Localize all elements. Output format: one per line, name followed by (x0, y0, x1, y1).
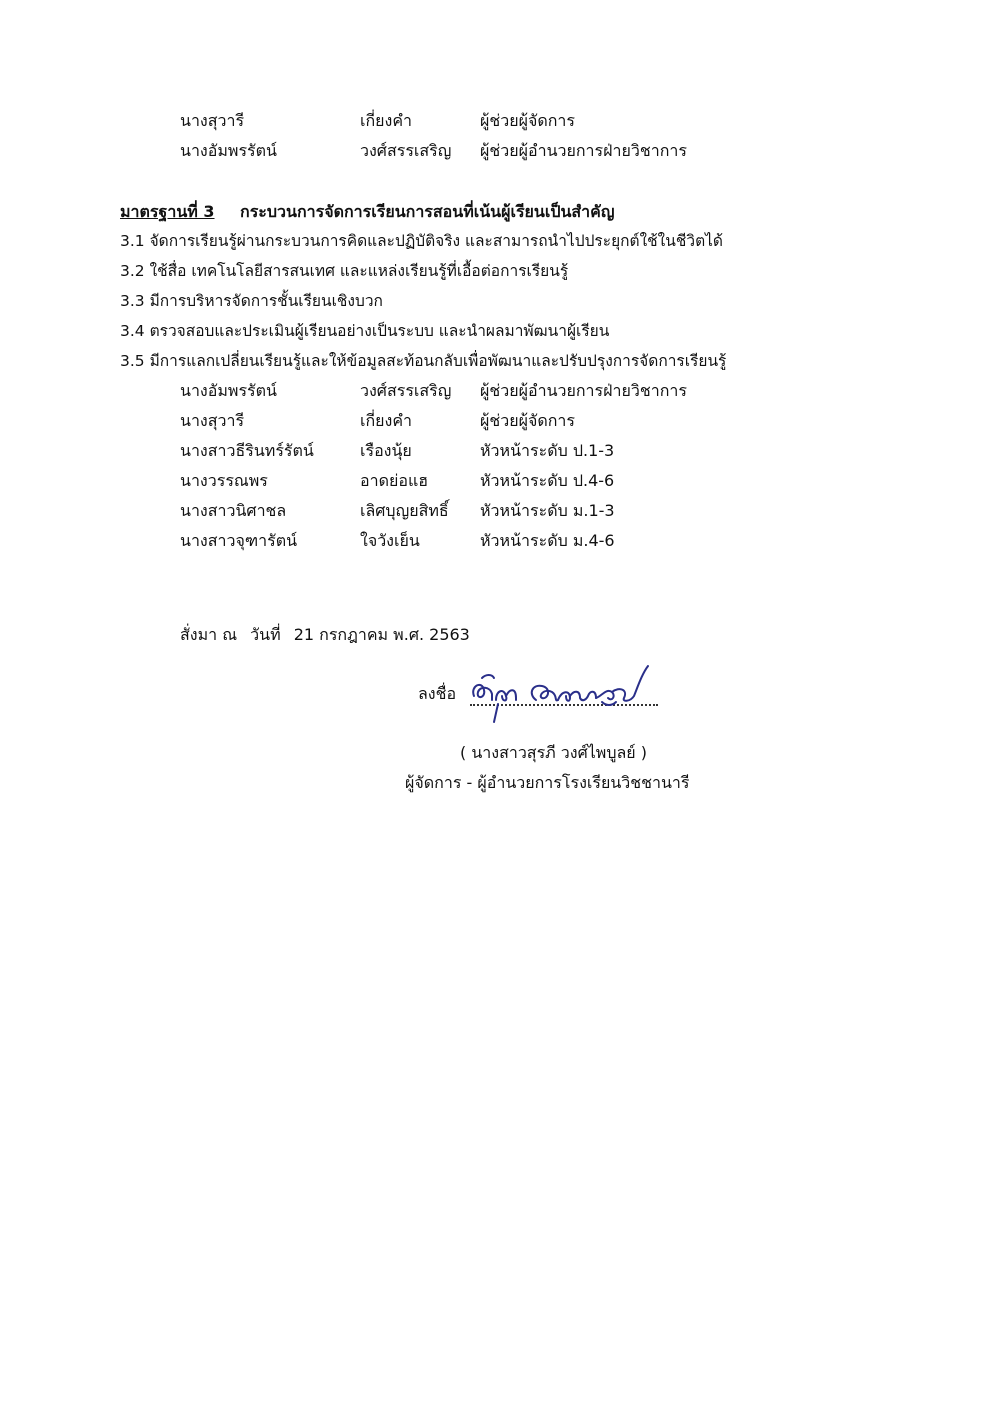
staff-position: หัวหน้าระดับ ป.1-3 (480, 441, 615, 460)
staff-name: นางสุวารี (180, 111, 245, 130)
order-date-line (180, 620, 478, 650)
handwritten-signature (462, 656, 662, 726)
standard-item: 3.1 จัดการเรียนรู้ผ่านกระบวนการคิดและปฏิบัติจริง และสามารถนำไปประยุกต์ใช้ในชีวิตได้ (120, 232, 724, 250)
standard-item: 3.2 ใช้สื่อ เทคโนโลยีสารสนเทศ และแหล่งเรียนรู้ที่เอื้อต่อการเรียนรู้ (120, 262, 569, 280)
standard-item: 3.3 มีการบริหารจัดการชั้นเรียนเชิงบวก (120, 292, 383, 310)
standard-item: 3.5 มีการแลกเปลี่ยนเรียนรู้และให้ข้อมูลสะท้อนกลับเพื่อพัฒนาและปรับปรุงการจัดการเรียนรู้ (120, 352, 727, 370)
signer-position: ผู้จัดการ - ผู้อำนวยการโรงเรียนวิชชานารี (405, 773, 690, 792)
staff-position: ผู้ช่วยผู้จัดการ (480, 111, 575, 130)
staff-surname: เกี่ยงคำ (360, 111, 413, 130)
standard-label: มาตรฐานที่ 3 (120, 202, 215, 221)
staff-name: นางอัมพรรัตน์ (180, 381, 277, 400)
standard-title: กระบวนการจัดการเรียนการสอนที่เน้นผู้เรียนเป็นสำคัญ (240, 202, 615, 221)
staff-surname: เลิศบุญยสิทธิ์ (360, 501, 449, 520)
staff-position: หัวหน้าระดับ ป.4-6 (480, 471, 615, 490)
staff-position: ผู้ช่วยผู้อำนวยการฝ่ายวิชาการ (480, 141, 687, 160)
staff-name: นางสาวนิศาชล (180, 501, 287, 520)
standard-heading (120, 197, 615, 227)
staff-name: นางสุวารี (180, 411, 245, 430)
staff-surname: เกี่ยงคำ (360, 411, 413, 430)
order-day-label: วันที่ (250, 625, 281, 644)
staff-position: ผู้ช่วยผู้อำนวยการฝ่ายวิชาการ (480, 381, 687, 400)
sign-label: ลงชื่อ (418, 684, 457, 703)
order-date: 21 กรกฎาคม พ.ศ. 2563 (293, 625, 470, 644)
staff-surname: ใจวังเย็น (360, 531, 420, 550)
staff-surname: วงศ์สรรเสริญ (360, 141, 452, 160)
staff-surname: เรืองนุ้ย (360, 441, 412, 460)
staff-name: นางอัมพรรัตน์ (180, 141, 277, 160)
staff-name: นางสาวธีรินทร์รัตน์ (180, 441, 314, 460)
standard-item: 3.4 ตรวจสอบและประเมินผู้เรียนอย่างเป็นระบบ และนำผลมาพัฒนาผู้เรียน (120, 322, 610, 340)
staff-name: นางวรรณพร (180, 471, 268, 490)
staff-name: นางสาวจุฑารัตน์ (180, 531, 298, 550)
staff-surname: วงศ์สรรเสริญ (360, 381, 452, 400)
order-prefix: สั่งมา ณ (180, 625, 238, 644)
signer-name: ( นางสาวสุรภี วงศ์ไพบูลย์ ) (460, 743, 647, 762)
staff-position: หัวหน้าระดับ ม.4-6 (480, 531, 615, 550)
staff-surname: อาดย่อแฮ (360, 471, 429, 490)
staff-position: ผู้ช่วยผู้จัดการ (480, 411, 575, 430)
staff-position: หัวหน้าระดับ ม.1-3 (480, 501, 615, 520)
